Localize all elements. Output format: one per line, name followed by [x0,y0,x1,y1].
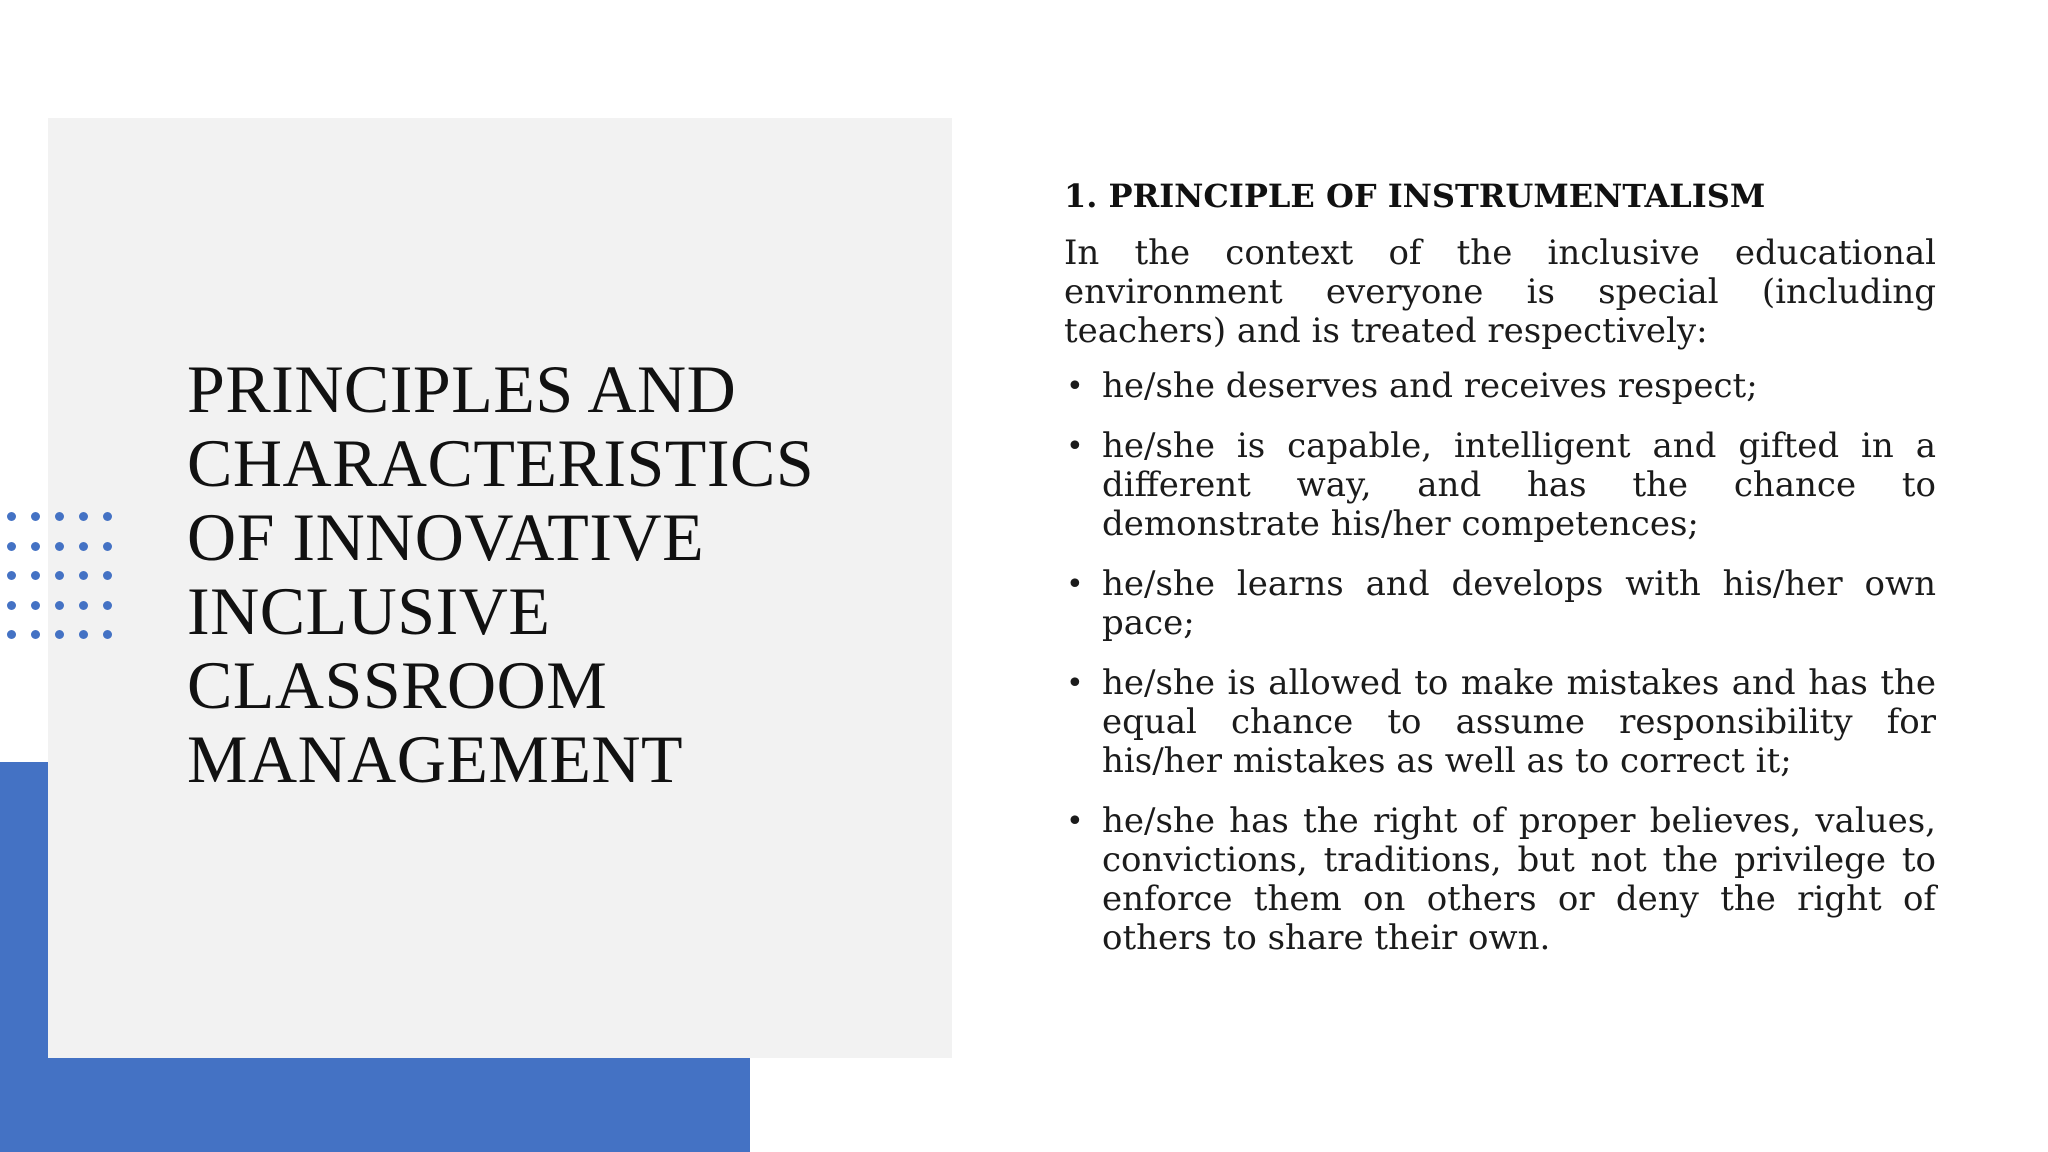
slide-title: PRINCIPLES AND CHARACTERISTICS OF INNOVATIVE INCLUSIVE CLASSROOM MANAGEMENT [187,351,815,797]
bullet-text: he/she deserves and receives respect; [1102,366,1758,406]
intro-paragraph: In the context of the inclusive educational environment everyone is special (including teachers) and is treated respectively: [1064,233,1936,351]
decorative-dot [79,571,88,580]
decorative-dot [103,601,112,610]
decorative-dot [103,571,112,580]
bullet-item [1064,565,1936,643]
decorative-dot [55,571,64,580]
bullet-item [1064,367,1936,406]
decorative-dot [103,542,112,551]
decorative-dot [55,512,64,521]
bullet-icon: • [1066,666,1084,701]
bullet-item [1064,664,1936,781]
bullet-text: he/she is capable, intelligent and gifted in a different way, and has the chance to demonstrate his/her competences; [1102,426,1936,544]
bullet-item [1064,427,1936,544]
bullet-icon: • [1066,369,1084,404]
bullet-icon: • [1066,804,1084,839]
decorative-dot [31,512,40,521]
content-area [1064,176,1936,979]
bullet-text: he/she is allowed to make mistakes and has the equal chance to assume responsibility for his/her mistakes as well as to correct it; [1102,663,1936,781]
bullet-text: he/she has the right of proper believes, values, convictions, traditions, but not the privilege to enforce them on others or deny the right of others to share their own. [1102,801,1936,958]
bullet-text: he/she learns and develops with his/her own pace; [1102,564,1936,643]
decorative-dot [31,542,40,551]
decorative-dot [79,542,88,551]
decorative-dot [79,630,88,639]
decorative-dot [7,601,16,610]
section-heading: 1. PRINCIPLE OF INSTRUMENTALISM [1064,177,1766,215]
decorative-dot [103,512,112,521]
bullet-icon: • [1066,429,1084,464]
decorative-dot [55,630,64,639]
decorative-dot [55,601,64,610]
decorative-dot [31,571,40,580]
decorative-dot [55,542,64,551]
bullet-list [1064,367,1936,958]
decorative-dot [7,571,16,580]
decorative-dot [7,512,16,521]
bullet-item [1064,802,1936,958]
decorative-dot-grid [7,512,119,642]
bullet-icon: • [1066,567,1084,602]
decorative-dot [7,542,16,551]
decorative-dot [79,512,88,521]
decorative-dot [31,630,40,639]
decorative-dot [7,630,16,639]
decorative-dot [79,601,88,610]
decorative-dot [31,601,40,610]
decorative-dot [103,630,112,639]
